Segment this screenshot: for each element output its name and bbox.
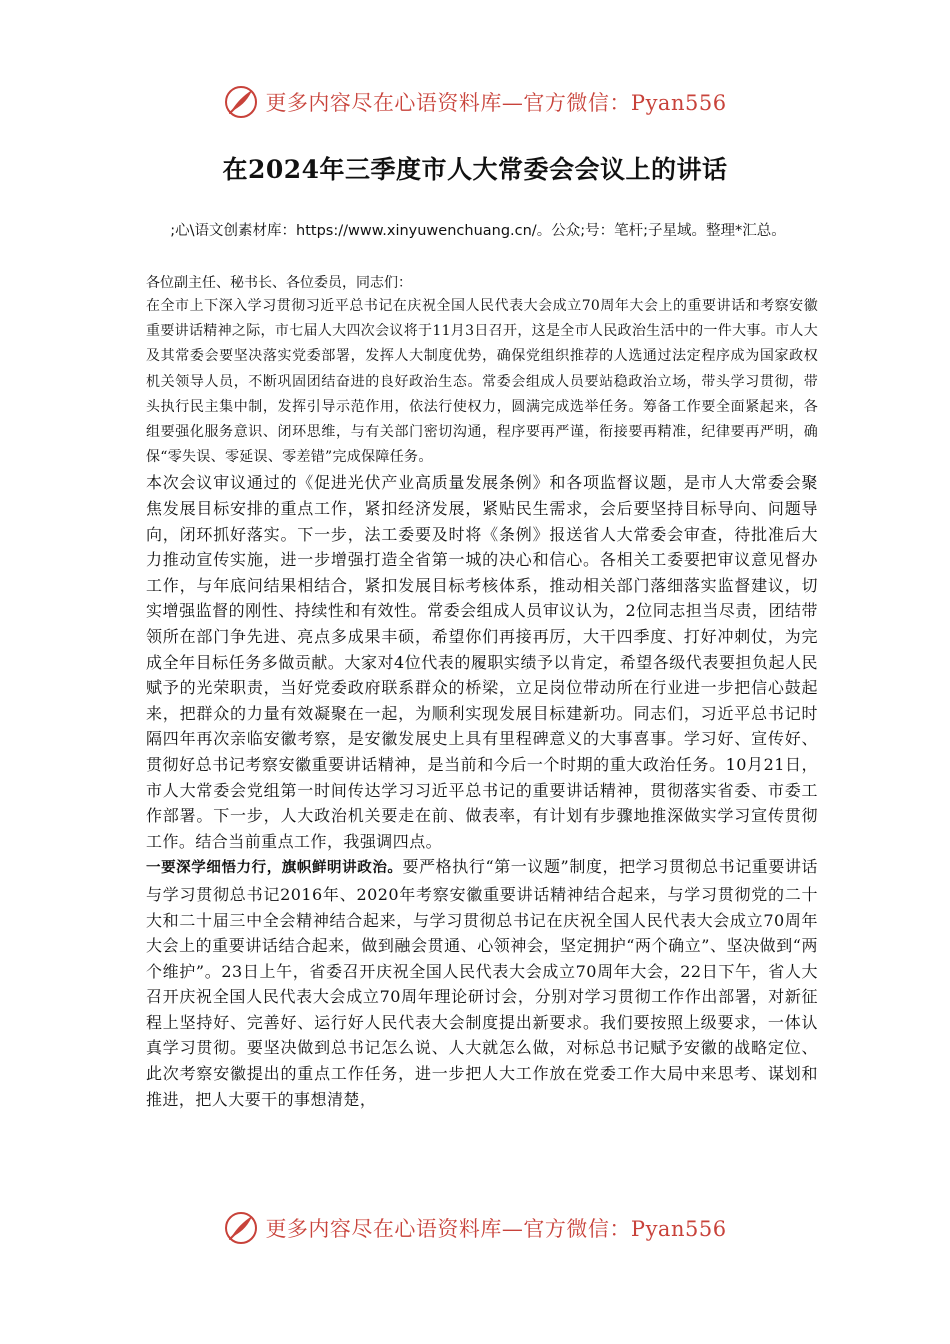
paragraph-3 bbox=[146, 854, 818, 1112]
document-body bbox=[146, 272, 818, 1112]
header-watermark-banner bbox=[0, 82, 950, 122]
footer-watermark-text: 更多内容尽在心语资料库—官方微信：Pyan556 bbox=[265, 1217, 727, 1241]
source-line: ;心\语文创素材库：https://www.xinyuwenchuang.cn/。公众;号：笔杆;子星域。整理*汇总。 bbox=[170, 223, 786, 239]
feather-circle-logo-icon bbox=[223, 84, 259, 120]
paragraph-2: 本次会议审议通过的《促进光伏产业高质量发展条例》和各项监督议题，是市人大常委会聚焦发展目标安排的重点工作，紧扣经济发展，紧贴民生需求，会后要坚持目标导向、问题导向，闭环抓好落实。下一步，法工委要及时将《条例》报送省人大常委会审查，待批准后大力推动宣传实施，进一步增强打造全省第一城的决心和信心。各相关工委要把审议意见督办工作，与年底问结果相结合，紧扣发展目标考核体系，推动相关部门落细落实监督建议，切实增强监督的刚性、持续性和有效性。常委会组成人员审议认为，2位同志担当尽责，团结带领所在部门争先进、亮点多成果丰硕，希望你们再接再厉，大干四季度、打好冲刺仗，为完成全年目标任务多做贡献。大家对4位代表的履职实绩予以肯定，希望各级代表要担负起人民赋予的光荣职责，当好党委政府联系群众的桥梁，立足岗位带动所在行业进一步把信心鼓起来，把群众的力量有效凝聚在一起，为顺利实现发展目标建新功。同志们，习近平总书记时隔四年再次亲临安徽考察，是安徽发展史上具有里程碑意义的大事喜事。学习好、宣传好、贯彻好总书记考察安徽重要讲话精神，是当前和今后一个时期的重大政治任务。10月21日，市人大常委会党组第一时间传达学习习近平总书记的重要讲话精神，贯彻落实省委、市委工作部署。下一步，人大政治机关要走在前、做表率，有计划有步骤地推深做实学习宣传贯彻工作。结合当前重点工作，我强调四点。 bbox=[146, 473, 818, 851]
paragraph-3-text: 要严格执行“第一议题”制度，把学习贯彻总书记重要讲话与学习贯彻总书记2016年、2020年考察安徽重要讲话精神结合起来，与学习贯彻党的二十大和二十届三中全会精神结合起来，与学习贯彻总书记在庆祝全国人民代表大会成立70周年大会上的重要讲话结合起来，做到融会贯通、心领神会，坚定拥护“两个确立”、坚决做到“两个维护”。23日上午，省委召开庆祝全国人民代表大会成立70周年大会，22日下午，省人大召开庆祝全国人民代表大会成立70周年理论研讨会，分别对学习贯彻工作作出部署，对新征程上坚持好、完善好、运行好人民代表大会制度提出新要求。我们要按照上级要求，一体认真学习贯彻。要坚决做到总书记怎么说、人大就怎么做，对标总书记赋予安徽的战略定位、此次考察安徽提出的重点工作任务，进一步把人大工作放在党委工作大局中来思考、谋划和推进，把人大要干的事想清楚， bbox=[146, 857, 819, 1109]
footer-watermark-banner bbox=[0, 1208, 950, 1248]
document-title: 在2024年三季度市人大常委会会议上的讲话 bbox=[222, 155, 728, 184]
greeting: 各位副主任、秘书长、各位委员，同志们： bbox=[146, 275, 412, 291]
header-watermark-text: 更多内容尽在心语资料库—官方微信：Pyan556 bbox=[265, 91, 727, 115]
paragraph-3-lead: 一要深学细悟力行，旗帜鲜明讲政治。 bbox=[146, 860, 403, 877]
feather-circle-logo-icon bbox=[223, 1210, 259, 1246]
paragraph-1: 在全市上下深入学习贯彻习近平总书记在庆祝全国人民代表大会成立70周年大会上的重要讲话和考察安徽重要讲话精神之际，市七届人大四次会议将于11月3日召开，这是全市人民政治生活中的一件大事。市人大及其常委会要坚决落实党委部署，发挥人大制度优势，确保党组织推荐的人选通过法定程序成为国家政权机关领导人员，不断巩固团结奋进的良好政治生态。常委会组成人员要站稳政治立场，带头学习贯彻，带头执行民主集中制，发挥引导示范作用，依法行使权力，圆满完成选举任务。筹备工作要全面紧起来，各组要强化服务意识、闭环思维，与有关部门密切沟通，程序要再严谨，衔接要再精准，纪律要再严明，确保“零失误、零延误、零差错”完成保障任务。 bbox=[146, 298, 818, 466]
